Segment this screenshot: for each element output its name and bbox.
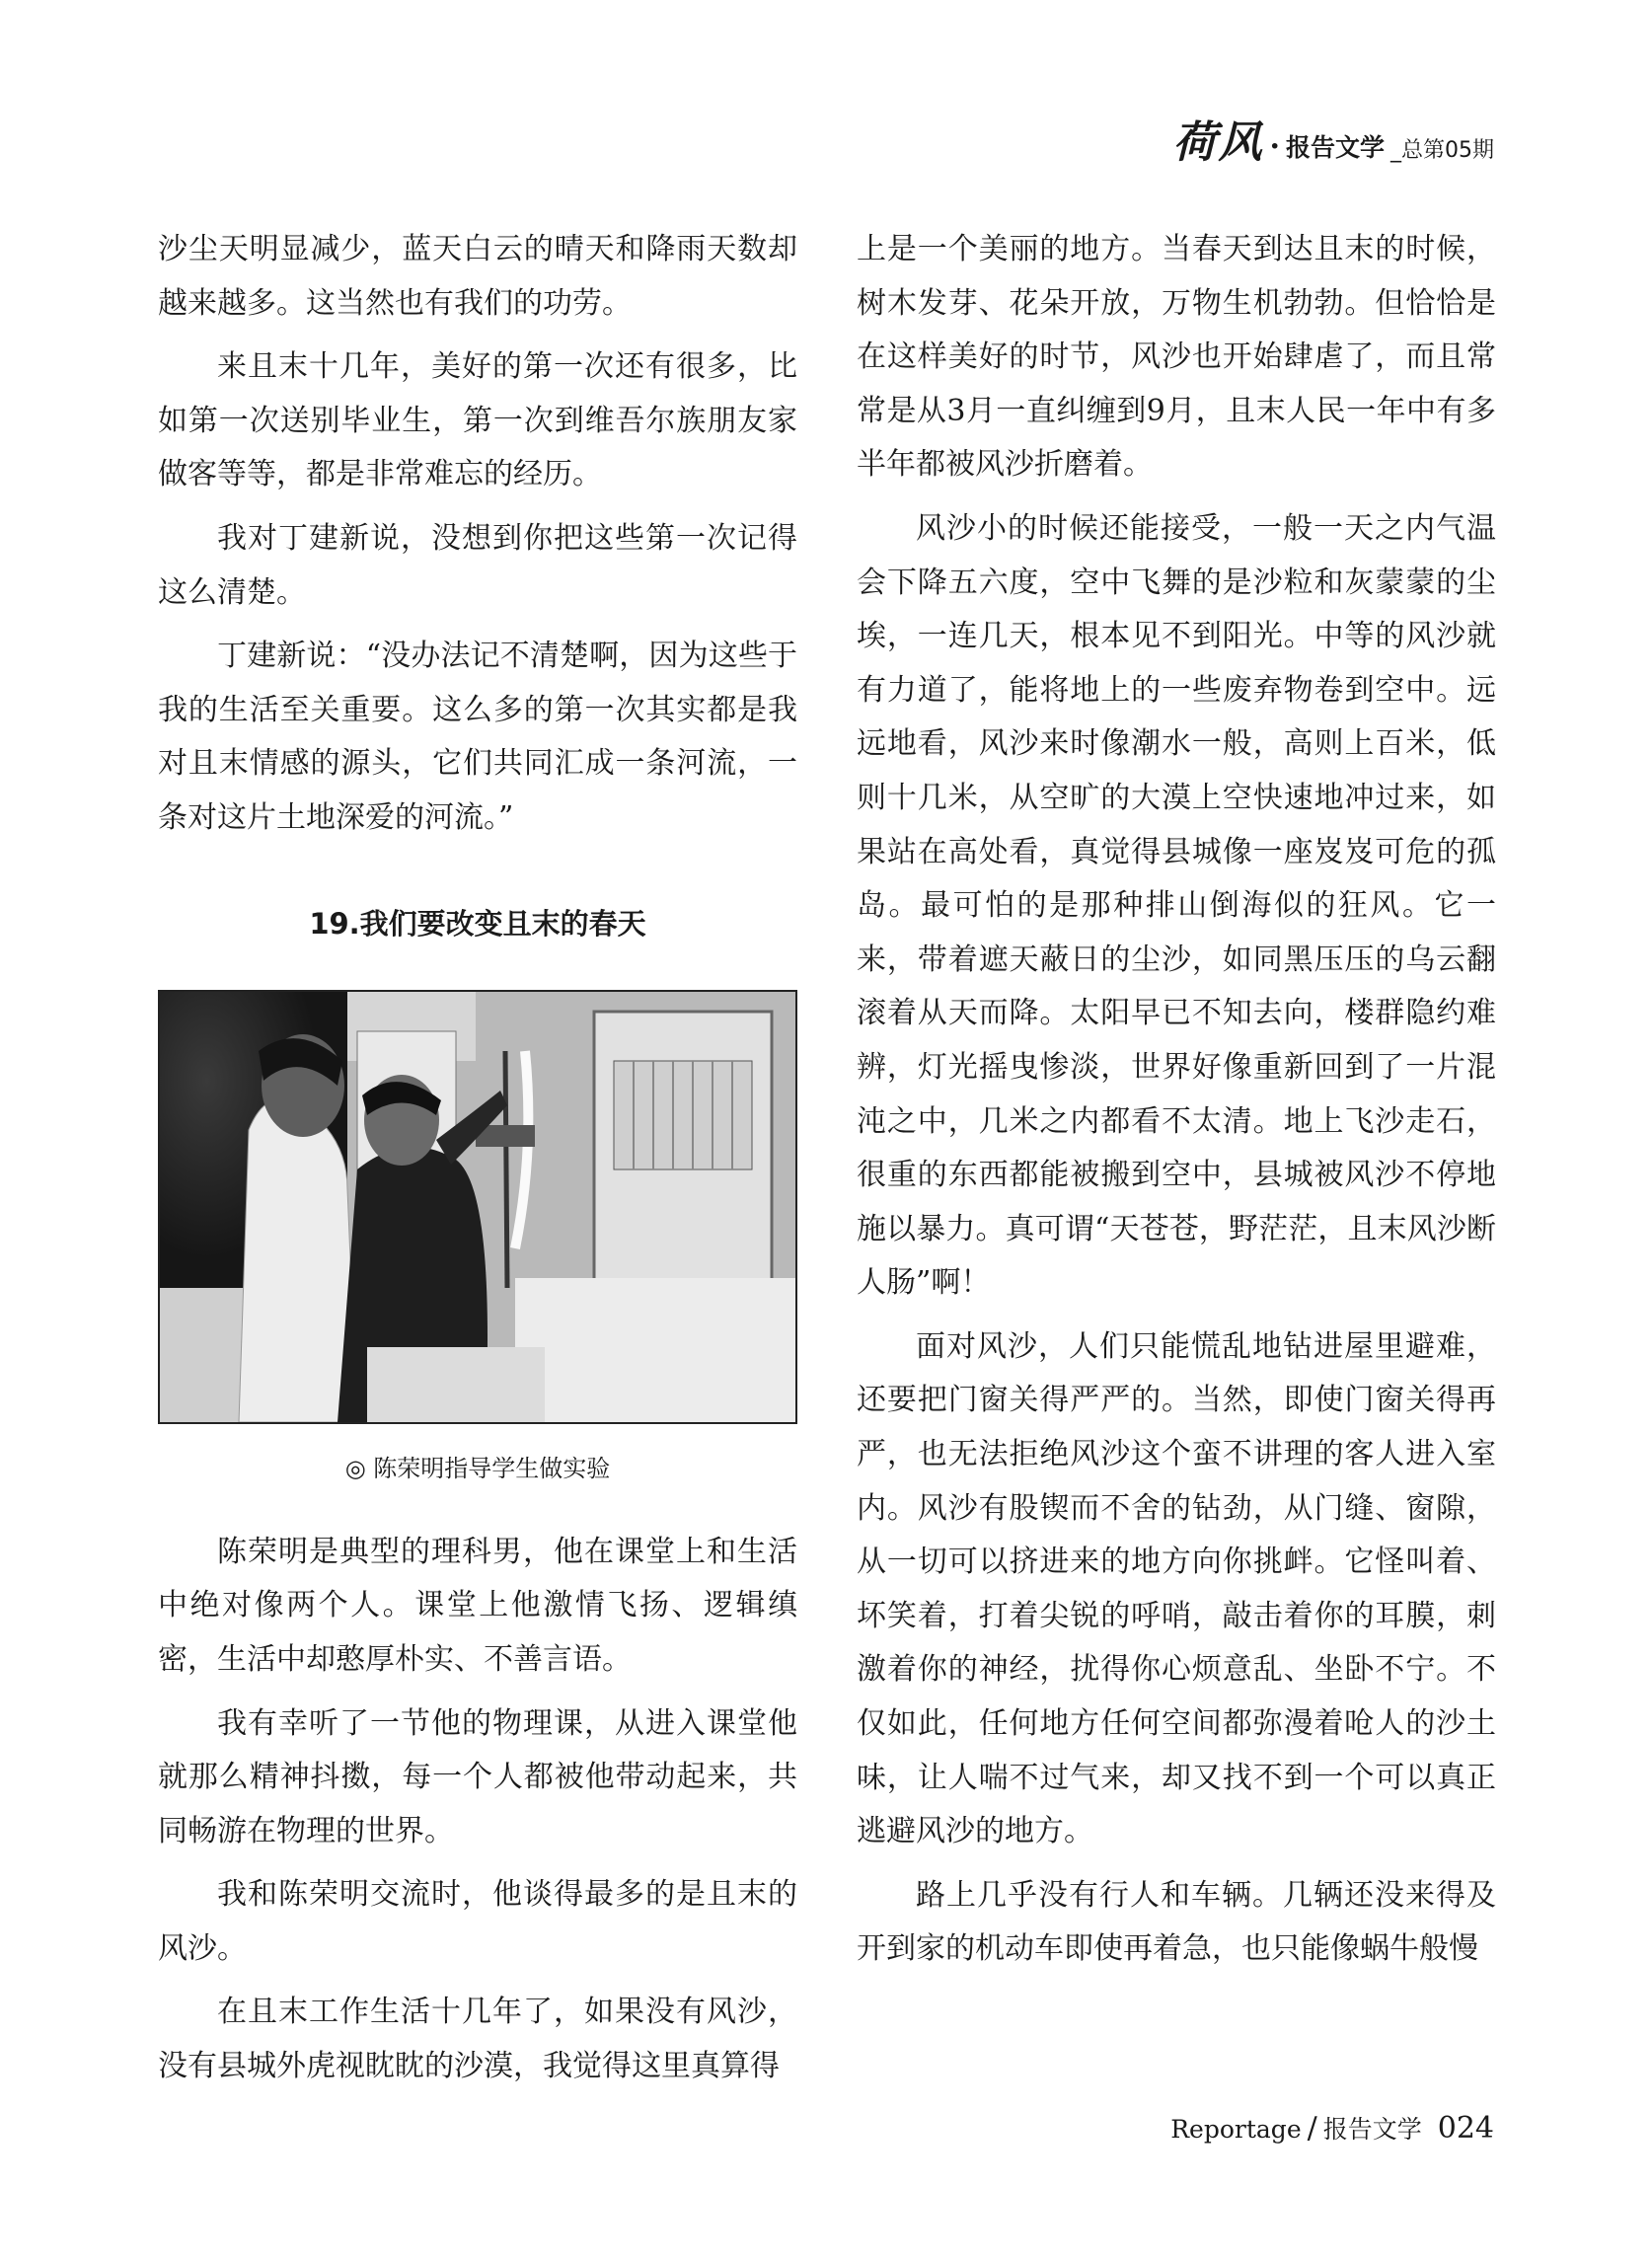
paragraph: 面对风沙，人们只能慌乱地钻进屋里避难，还要把门窗关得严严的。当然，即使门窗关得再严，也无法拒绝风沙这个蛮不讲理的客人进入室内。风沙有股锲而不舍的钻劲，从门缝、窗隙，从一切可以挤进来的地方向你挑衅。它怪叫着、坏笑着，打着尖锐的呼哨，敲击着你的耳膜，刺激着你的神经，扰得你心烦意乱、坐卧不宁。不仅如此，任何地方任何空间都弥漫着呛人的沙土味，让人喘不过气来，却又找不到一个可以真正逃避风沙的地方。 <box>857 1328 1496 1849</box>
magazine-logo: 荷风 <box>1172 117 1264 168</box>
left-column <box>158 223 797 2104</box>
paragraph: 在且末工作生活十几年了，如果没有风沙，没有县城外虎视眈眈的沙漠，我觉得这里真算得 <box>158 1995 797 2084</box>
paragraph: 陈荣明是典型的理科男，他在课堂上和生活中绝对像两个人。课堂上他激情飞扬、逻辑缜密，生活中却憨厚朴实、不善言语。 <box>158 1534 797 1677</box>
paragraph: 路上几乎没有行人和车辆。几辆还没来得及开到家的机动车即使再着急，也只能像蜗牛般慢 <box>857 1877 1496 1967</box>
paragraph: 来且末十几年，美好的第一次还有很多，比如第一次送别毕业生，第一次到维吾尔族朋友家做客等等，都是非常难忘的经历。 <box>158 349 797 492</box>
issue-number: _总第05期 <box>1390 138 1494 163</box>
paragraph: 风沙小的时候还能接受，一般一天之内气温会下降五六度，空中飞舞的是沙粒和灰蒙蒙的尘埃，一连几天，根本见不到阳光。中等的风沙就有力道了，能将地上的一些废弃物卷到空中。远远地看，风沙来时像潮水一般，高则上百米，低则十几米，从空旷的大漠上空快速地冲过来，如果站在高处看，真觉得县城像一座岌岌可危的孤岛。最可怕的是那种排山倒海似的狂风。它一来，带着遮天蔽日的尘沙，如同黑压压的乌云翻滚着从天而降。太阳早已不知去向，楼群隐约难辨，灯光摇曳惨淡，世界好像重新回到了一片混沌之中，几米之内都看不太清。地上飞沙走石，很重的东西都能被搬到空中，县城被风沙不停地施以暴力。真可谓“天苍苍，野茫茫，且末风沙断人肠”啊！ <box>857 510 1496 1301</box>
section-heading: 19.我们要改变且末的春天 <box>309 906 646 941</box>
header-separator: · <box>1269 129 1280 164</box>
photo-caption: ◎ 陈荣明指导学生做实验 <box>344 1455 611 1483</box>
paragraph: 丁建新说：“没办法记不清楚啊，因为这些于我的生活至关重要。这么多的第一次其实都是我对且末情感的源头，它们共同汇成一条河流，一条对这片土地深爱的河流。” <box>158 639 797 835</box>
page-footer <box>1170 2110 1494 2146</box>
paragraph: 上是一个美丽的地方。当春天到达且末的时候，树木发芽、花朵开放，万物生机勃勃。但恰恰是在这样美好的时节，风沙也开始肆虐了，而且常常是从3月一直纠缠到9月，且末人民一年中有多半年都被风沙折磨着。 <box>857 232 1496 483</box>
paragraph: 我对丁建新说，没想到你把这些第一次记得这么清楚。 <box>158 520 797 610</box>
paragraph: 沙尘天明显减少，蓝天白云的晴天和降雨天数却越来越多。这当然也有我们的功劳。 <box>158 232 797 321</box>
section-name: 报告文学 <box>1285 133 1385 162</box>
footer-chinese-title: 报告文学 <box>1322 2115 1422 2144</box>
running-header <box>1173 111 1494 170</box>
footer-slash: / <box>1307 2111 1317 2146</box>
paragraph: 我和陈荣明交流时，他谈得最多的是且末的风沙。 <box>158 1877 797 1966</box>
page-number: 024 <box>1437 2111 1494 2146</box>
footer-english-title: Reportage <box>1170 2115 1302 2144</box>
paragraph: 我有幸听了一节他的物理课，从进入课堂他就那么精神抖擞，每一个人都被他带动起来，共同畅游在物理的世界。 <box>158 1705 797 1848</box>
photo-teacher-student-experiment <box>158 990 797 1424</box>
right-column <box>857 223 1496 1987</box>
photo-illustration <box>160 992 795 1422</box>
